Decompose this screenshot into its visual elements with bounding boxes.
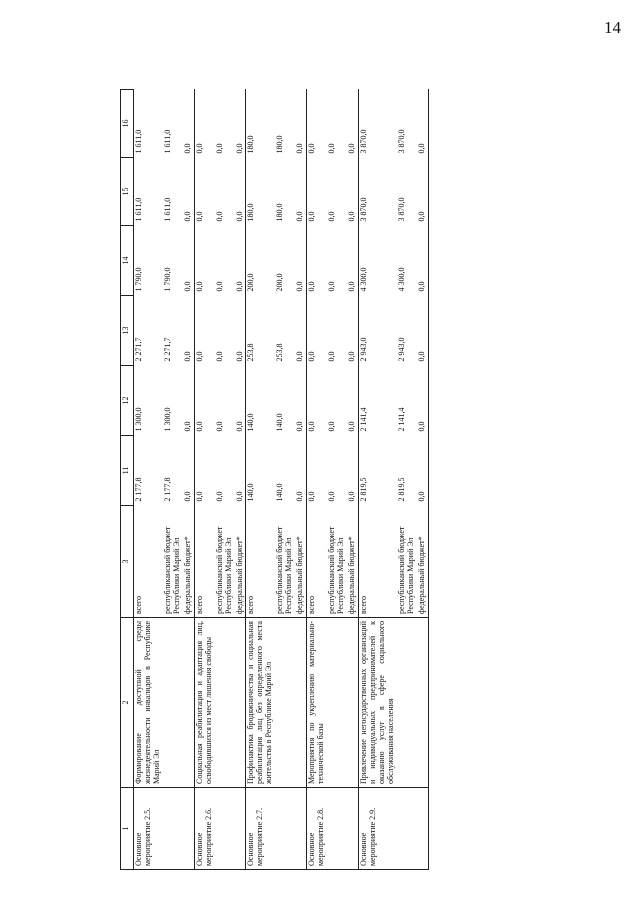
amount-cell: 0,0 (417, 436, 428, 506)
page-number: 14 (604, 18, 621, 37)
amount-cell: 0,0 (327, 143, 337, 154)
funding-source-label: федеральный бюджет* (295, 506, 306, 618)
amount-cell: 140,0 (275, 413, 285, 432)
amount-cell: 0,0 (347, 90, 358, 158)
amount-cell: 1 611,0 (134, 197, 143, 222)
amount-cell: 2 141,4 (358, 407, 368, 432)
amount-cell: 0,0 (235, 296, 246, 366)
amount-cell: 2 177,8 (134, 477, 143, 502)
amount-cell: 200,0 (246, 273, 256, 292)
amount-cell: 0,0 (194, 281, 204, 292)
table-row (235, 90, 246, 870)
amount-cell: 0,0 (307, 421, 317, 432)
activity-name: Мероприятия по укреплению материально-технической базы (307, 618, 327, 788)
activity-code: Основное мероприятие 2.6. (194, 788, 214, 870)
empty-cell (295, 618, 306, 788)
amount-cell: 0,0 (327, 211, 337, 222)
amount-cell: 0,0 (347, 436, 358, 506)
header-row (121, 90, 134, 870)
amount-cell: 0,0 (295, 366, 306, 436)
amount-cell: 0,0 (194, 211, 204, 222)
activity-code: Основное мероприятие 2.5. (134, 788, 163, 870)
amount-cell: 0,0 (347, 296, 358, 366)
amount-cell: 0,0 (214, 143, 224, 154)
amount-cell: 2 177,8 (162, 477, 172, 502)
amount-cell: 0,0 (417, 90, 428, 158)
empty-cell (235, 618, 246, 788)
funding-source-label: федеральный бюджет* (183, 506, 194, 618)
amount-cell: 1 611,0 (162, 197, 172, 222)
empty-cell (347, 618, 358, 788)
funding-source-label: республиканский бюджет Республики Марий Эл (275, 526, 294, 614)
amount-cell: 200,0 (275, 273, 285, 292)
amount-cell: 1 300,0 (162, 407, 172, 432)
funding-source-label: всего (358, 595, 368, 614)
amount-cell: 0,0 (417, 366, 428, 436)
column-header-8: 15 (121, 158, 134, 226)
funding-source-label: федеральный бюджет* (347, 506, 358, 618)
amount-cell: 0,0 (307, 281, 317, 292)
amount-cell: 4 300,0 (358, 267, 368, 292)
empty-cell (183, 788, 194, 870)
amount-cell: 140,0 (246, 483, 256, 502)
column-header-9: 16 (121, 90, 134, 158)
column-header-6: 13 (121, 296, 134, 366)
amount-cell: 3 870,0 (396, 197, 406, 222)
table-row (163, 90, 183, 870)
amount-cell: 140,0 (275, 483, 285, 502)
amount-cell: 4 300,0 (396, 267, 406, 292)
amount-cell: 2 943,0 (396, 337, 406, 362)
activity-name: Социальная реабилитация и адаптация лиц, освободившихся из мест лишения свободы (194, 618, 214, 788)
column-header-1: 1 (121, 788, 134, 870)
amount-cell: 0,0 (235, 90, 246, 158)
activity-code: Основное мероприятие 2.9. (358, 788, 396, 870)
table-row (397, 90, 417, 870)
amount-cell: 0,0 (183, 226, 194, 296)
empty-cell (183, 618, 194, 788)
amount-cell: 2 819,5 (396, 477, 406, 502)
table-row (417, 90, 428, 870)
amount-cell: 1 790,0 (134, 267, 143, 292)
amount-cell: 0,0 (347, 158, 358, 226)
amount-cell: 0,0 (183, 90, 194, 158)
empty-cell (397, 618, 417, 788)
amount-cell: 0,0 (347, 226, 358, 296)
empty-cell (397, 788, 417, 870)
amount-cell: 140,0 (246, 413, 256, 432)
amount-cell: 0,0 (307, 143, 317, 154)
column-header-7: 14 (121, 226, 134, 296)
activity-code: Основное мероприятие 2.8. (307, 788, 327, 870)
funding-source-label: республиканский бюджет Республики Марий Эл (327, 526, 346, 614)
amount-cell: 3 870,0 (358, 197, 368, 222)
amount-cell: 0,0 (327, 491, 337, 502)
amount-cell: 0,0 (214, 421, 224, 432)
amount-cell: 2 943,0 (358, 337, 368, 362)
amount-cell: 0,0 (194, 491, 204, 502)
table-row (275, 90, 295, 870)
column-header-4: 11 (121, 436, 134, 506)
budget-table-container (120, 90, 600, 870)
funding-source-label: республиканский бюджет Республики Марий Эл (396, 526, 415, 614)
funding-source-label: федеральный бюджет* (235, 506, 246, 618)
amount-cell: 2 271,7 (134, 337, 143, 362)
empty-cell (327, 618, 347, 788)
amount-cell: 1 611,0 (134, 129, 143, 154)
amount-cell: 1 611,0 (162, 129, 172, 154)
activity-name: Формирование доступной среды жизнедеятельности инвалидов в Республике Марий Эл (134, 618, 163, 788)
amount-cell: 0,0 (183, 366, 194, 436)
column-header-3: 3 (121, 506, 134, 618)
amount-cell: 2 271,7 (162, 337, 172, 362)
activity-name: Профилактика бродяжничества и социальная реабилитация лиц без определенного места жительства в Республике Марий Эл (246, 618, 275, 788)
empty-cell (163, 788, 183, 870)
amount-cell: 180,0 (246, 135, 256, 154)
amount-cell: 0,0 (235, 366, 246, 436)
amount-cell: 2 819,5 (358, 477, 368, 502)
amount-cell: 0,0 (417, 296, 428, 366)
amount-cell: 0,0 (417, 158, 428, 226)
funding-source-label: республиканский бюджет Республики Марий Эл (214, 526, 233, 614)
funding-source-label: всего (307, 595, 317, 614)
empty-cell (235, 788, 246, 870)
table-row (183, 90, 194, 870)
table-row (295, 90, 306, 870)
table-body (134, 90, 429, 870)
table-row (194, 90, 214, 870)
empty-cell (295, 788, 306, 870)
amount-cell: 2 141,4 (396, 407, 406, 432)
amount-cell: 0,0 (194, 351, 204, 362)
amount-cell: 0,0 (295, 90, 306, 158)
table-row (246, 90, 275, 870)
amount-cell: 0,0 (327, 351, 337, 362)
funding-source-label: всего (134, 595, 143, 614)
amount-cell: 0,0 (183, 158, 194, 226)
empty-cell (275, 788, 295, 870)
amount-cell: 0,0 (327, 421, 337, 432)
amount-cell: 0,0 (183, 436, 194, 506)
empty-cell (327, 788, 347, 870)
table-row (307, 90, 327, 870)
amount-cell: 0,0 (295, 226, 306, 296)
amount-cell: 1 790,0 (162, 267, 172, 292)
empty-cell (215, 788, 235, 870)
empty-cell (215, 618, 235, 788)
table-row (134, 90, 163, 870)
empty-cell (347, 788, 358, 870)
amount-cell: 0,0 (214, 211, 224, 222)
budget-table (120, 89, 429, 870)
amount-cell: 0,0 (235, 158, 246, 226)
amount-cell: 0,0 (295, 296, 306, 366)
amount-cell: 0,0 (307, 351, 317, 362)
funding-source-label: всего (194, 595, 204, 614)
amount-cell: 0,0 (417, 226, 428, 296)
activity-name: Привлечение негосударственных организаций и индивидуальных предпринимателей к оказанию услуг в сфере социального обслуживания населения (358, 618, 396, 788)
amount-cell: 0,0 (194, 143, 204, 154)
amount-cell: 253,8 (246, 343, 256, 362)
amount-cell: 253,8 (275, 343, 285, 362)
table-row (358, 90, 396, 870)
amount-cell: 3 870,0 (396, 129, 406, 154)
amount-cell: 0,0 (235, 436, 246, 506)
amount-cell: 180,0 (275, 203, 285, 222)
amount-cell: 0,0 (295, 158, 306, 226)
amount-cell: 180,0 (275, 135, 285, 154)
table-row (327, 90, 347, 870)
amount-cell: 0,0 (327, 281, 337, 292)
amount-cell: 180,0 (246, 203, 256, 222)
column-header-2: 2 (121, 618, 134, 788)
amount-cell: 0,0 (295, 436, 306, 506)
amount-cell: 0,0 (307, 491, 317, 502)
empty-cell (275, 618, 295, 788)
empty-cell (163, 618, 183, 788)
amount-cell: 3 870,0 (358, 129, 368, 154)
amount-cell: 1 300,0 (134, 407, 143, 432)
empty-cell (417, 788, 428, 870)
amount-cell: 0,0 (347, 366, 358, 436)
amount-cell: 0,0 (307, 211, 317, 222)
table-row (215, 90, 235, 870)
activity-code: Основное мероприятие 2.7. (246, 788, 275, 870)
funding-source-label: республиканский бюджет Республики Марий Эл (162, 526, 181, 614)
funding-source-label: всего (246, 595, 256, 614)
amount-cell: 0,0 (194, 421, 204, 432)
amount-cell: 0,0 (214, 281, 224, 292)
amount-cell: 0,0 (214, 351, 224, 362)
funding-source-label: федеральный бюджет* (417, 506, 428, 618)
empty-cell (417, 618, 428, 788)
column-header-5: 12 (121, 366, 134, 436)
table-row (347, 90, 358, 870)
amount-cell: 0,0 (183, 296, 194, 366)
amount-cell: 0,0 (235, 226, 246, 296)
amount-cell: 0,0 (214, 491, 224, 502)
